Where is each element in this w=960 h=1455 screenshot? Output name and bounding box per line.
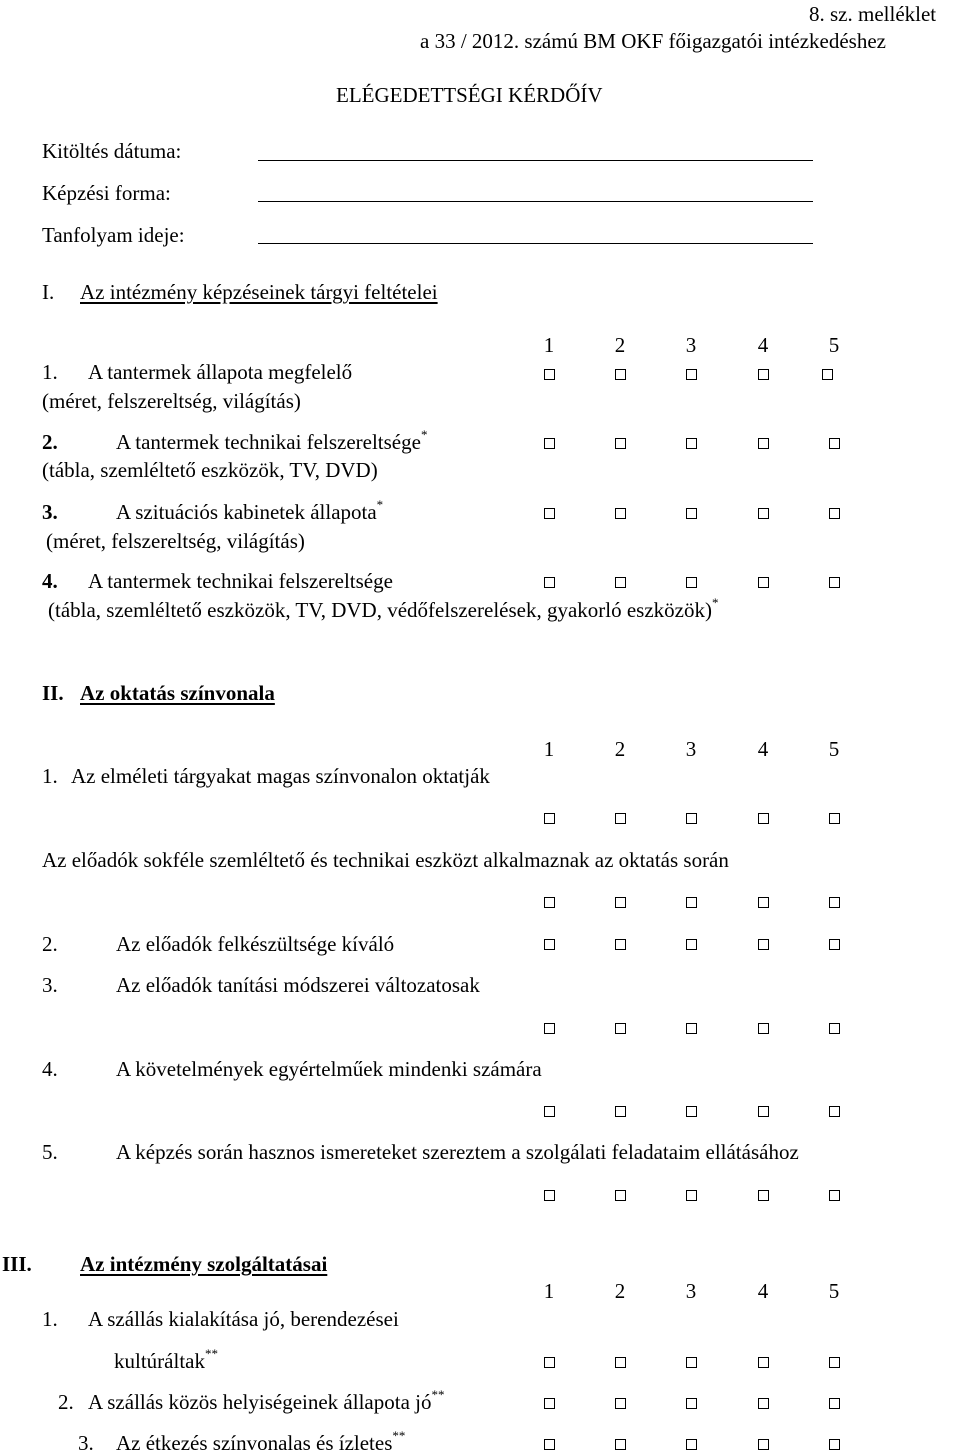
- s3-q1-rating-4[interactable]: [758, 1357, 769, 1368]
- s1-q4-rating-1[interactable]: [544, 577, 555, 588]
- s1-q3-rating-2[interactable]: [615, 508, 626, 519]
- s2-item4-text: A követelmények egyértelműek mindenki számára: [116, 1057, 542, 1081]
- scale-4: 4: [757, 333, 769, 357]
- s3-item1-num: 1.: [42, 1307, 58, 1331]
- s1-q2-rating-1[interactable]: [544, 438, 555, 449]
- s3-item3-mark: **: [392, 1428, 406, 1443]
- s2-item5-text: A képzés során hasznos ismereteket szereztem a szolgálati feladataim ellátásához: [116, 1140, 799, 1164]
- s1-item2-mark: *: [420, 427, 428, 442]
- s1-q1-rating-2[interactable]: [615, 369, 626, 380]
- section3-number: III.: [2, 1252, 32, 1276]
- s3-item2-text: A szállás közös helyiségeinek állapota jó: [88, 1390, 432, 1414]
- s3-item2-text-wrap: [88, 1387, 445, 1414]
- s1-item3-text: A szituációs kabinetek állapota: [116, 500, 377, 524]
- s2-q3-rating-1[interactable]: [544, 1023, 555, 1034]
- s3-item1-text: A szállás kialakítása jó, berendezései: [88, 1307, 399, 1331]
- s2-q2-rating-5[interactable]: [829, 939, 840, 950]
- s1-q3-rating-4[interactable]: [758, 508, 769, 519]
- annex-label: 8. sz. melléklet: [809, 2, 937, 26]
- s3-q3-rating-4[interactable]: [758, 1439, 769, 1450]
- s2-scale-2: 2: [614, 737, 626, 761]
- field-line-date[interactable]: [258, 160, 813, 161]
- s3-q2-rating-3[interactable]: [686, 1398, 697, 1409]
- s3-item3-num: 3.: [78, 1431, 94, 1455]
- s1-q4-rating-4[interactable]: [758, 577, 769, 588]
- s3-q2-rating-4[interactable]: [758, 1398, 769, 1409]
- s2-item5-num: 5.: [42, 1140, 58, 1164]
- s1-item2-text-wrap: [116, 427, 428, 454]
- s1-q1-rating-5[interactable]: [822, 369, 833, 380]
- s3-q1-rating-3[interactable]: [686, 1357, 697, 1368]
- s2-q1b-rating-3[interactable]: [686, 897, 697, 908]
- s2-q4-rating-5[interactable]: [829, 1106, 840, 1117]
- s2-q1b-rating-4[interactable]: [758, 897, 769, 908]
- s1-item4-num: 4.: [42, 569, 58, 593]
- s2-q1-rating-5[interactable]: [829, 813, 840, 824]
- s2-q4-rating-1[interactable]: [544, 1106, 555, 1117]
- s2-item1-num: 1.: [42, 764, 58, 788]
- s1-q3-rating-5[interactable]: [829, 508, 840, 519]
- s2-item3-text: Az előadók tanítási módszerei változatosak: [116, 973, 480, 997]
- s2-q2-rating-3[interactable]: [686, 939, 697, 950]
- section2-number: II.: [42, 681, 64, 705]
- scale-5: 5: [828, 333, 840, 357]
- s1-q1-rating-3[interactable]: [686, 369, 697, 380]
- s2-q1-rating-3[interactable]: [686, 813, 697, 824]
- s2-q2-rating-1[interactable]: [544, 939, 555, 950]
- s3-q1-rating-1[interactable]: [544, 1357, 555, 1368]
- s2-q2-rating-4[interactable]: [758, 939, 769, 950]
- s3-item1-text2: kultúráltak: [114, 1349, 205, 1373]
- s1-q4-rating-2[interactable]: [615, 577, 626, 588]
- s2-q4-rating-2[interactable]: [615, 1106, 626, 1117]
- s2-q1b-rating-2[interactable]: [615, 897, 626, 908]
- scale-2: 2: [614, 333, 626, 357]
- s2-q1-rating-4[interactable]: [758, 813, 769, 824]
- s2-q5-rating-5[interactable]: [829, 1190, 840, 1201]
- s2-q3-rating-2[interactable]: [615, 1023, 626, 1034]
- s1-item2-num: 2.: [42, 430, 58, 454]
- s3-q3-rating-1[interactable]: [544, 1439, 555, 1450]
- s1-q3-rating-1[interactable]: [544, 508, 555, 519]
- section3-title: Az intézmény szolgáltatásai: [80, 1252, 328, 1276]
- scale-3: 3: [685, 333, 697, 357]
- s3-item3-text-wrap: [116, 1428, 406, 1455]
- s3-q3-rating-5[interactable]: [829, 1439, 840, 1450]
- s3-q1-rating-2[interactable]: [615, 1357, 626, 1368]
- s3-q2-rating-2[interactable]: [615, 1398, 626, 1409]
- s2-item4-num: 4.: [42, 1057, 58, 1081]
- s3-item2-mark: **: [431, 1387, 445, 1402]
- s2-item1-text: Az elméleti tárgyakat magas színvonalon oktatják: [71, 764, 490, 788]
- s3-q3-rating-3[interactable]: [686, 1439, 697, 1450]
- section1-title: Az intézmény képzéseinek tárgyi feltételei: [80, 280, 438, 304]
- s1-q1-rating-1[interactable]: [544, 369, 555, 380]
- section2-title: Az oktatás színvonala: [80, 681, 275, 705]
- s1-item4-mark: *: [712, 595, 719, 610]
- s1-item4-text: A tantermek technikai felszereltsége: [88, 569, 393, 593]
- s2-q3-rating-5[interactable]: [829, 1023, 840, 1034]
- s1-item3-text-wrap: [116, 497, 384, 524]
- s1-q3-rating-3[interactable]: [686, 508, 697, 519]
- s2-q5-rating-3[interactable]: [686, 1190, 697, 1201]
- s1-q2-rating-4[interactable]: [758, 438, 769, 449]
- s1-item1-num: 1.: [42, 360, 58, 384]
- s3-scale-2: 2: [614, 1279, 626, 1303]
- s1-item1-sub: (méret, felszereltség, világítás): [42, 389, 301, 413]
- s2-q1-rating-1[interactable]: [544, 813, 555, 824]
- s3-scale-4: 4: [757, 1279, 769, 1303]
- field-line-form[interactable]: [258, 201, 813, 202]
- reference-label: a 33 / 2012. számú BM OKF főigazgatói intézkedéshez: [420, 29, 886, 53]
- s1-item4-sub: (tábla, szemléltető eszközök, TV, DVD, védőfelszerelések, gyakorló eszközök): [48, 598, 712, 622]
- s2-scale-3: 3: [685, 737, 697, 761]
- s2-q2-rating-2[interactable]: [615, 939, 626, 950]
- s1-q2-rating-2[interactable]: [615, 438, 626, 449]
- s2-item2-num: 2.: [42, 932, 58, 956]
- s2-q1b-rating-5[interactable]: [829, 897, 840, 908]
- s1-q4-rating-5[interactable]: [829, 577, 840, 588]
- s2-q4-rating-4[interactable]: [758, 1106, 769, 1117]
- s3-scale-5: 5: [828, 1279, 840, 1303]
- field-label-form: Képzési forma:: [42, 181, 171, 205]
- s2-q1b-rating-1[interactable]: [544, 897, 555, 908]
- s3-scale-3: 3: [685, 1279, 697, 1303]
- s2-q1-rating-2[interactable]: [615, 813, 626, 824]
- s1-item2-sub: (tábla, szemléltető eszközök, TV, DVD): [42, 458, 378, 482]
- s3-q2-rating-5[interactable]: [829, 1398, 840, 1409]
- s3-q1-rating-5[interactable]: [829, 1357, 840, 1368]
- scale-1: 1: [543, 333, 555, 357]
- s1-q2-rating-3[interactable]: [686, 438, 697, 449]
- s3-item1-text2-wrap: [114, 1346, 218, 1373]
- field-label-period: Tanfolyam ideje:: [42, 223, 185, 247]
- field-line-period[interactable]: [258, 243, 813, 244]
- s2-scale-4: 4: [757, 737, 769, 761]
- s2-item1b-text: Az előadók sokféle szemléltető és technikai eszközt alkalmaznak az oktatás során: [42, 848, 729, 872]
- s2-item2-text: Az előadók felkészültsége kíváló: [116, 932, 395, 956]
- s2-q5-rating-4[interactable]: [758, 1190, 769, 1201]
- s2-q5-rating-1[interactable]: [544, 1190, 555, 1201]
- s2-scale-5: 5: [828, 737, 840, 761]
- s1-q4-rating-3[interactable]: [686, 577, 697, 588]
- s3-q2-rating-1[interactable]: [544, 1398, 555, 1409]
- s1-item3-num: 3.: [42, 500, 58, 524]
- s3-item3-text: Az étkezés színvonalas és ízletes: [116, 1431, 393, 1455]
- s3-scale-1: 1: [543, 1279, 555, 1303]
- s2-q5-rating-2[interactable]: [615, 1190, 626, 1201]
- page-title: ELÉGEDETTSÉGI KÉRDŐÍV: [336, 83, 603, 107]
- s1-item3-mark: *: [376, 497, 384, 512]
- s1-q1-rating-4[interactable]: [758, 369, 769, 380]
- s2-item3-num: 3.: [42, 973, 58, 997]
- s2-scale-1: 1: [543, 737, 555, 761]
- s3-q3-rating-2[interactable]: [615, 1439, 626, 1450]
- section1-number: I.: [42, 280, 55, 304]
- s2-q3-rating-3[interactable]: [686, 1023, 697, 1034]
- s1-q2-rating-5[interactable]: [829, 438, 840, 449]
- s3-item2-num: 2.: [58, 1390, 74, 1414]
- s1-item4-sub-wrap: [48, 595, 719, 622]
- s2-q4-rating-3[interactable]: [686, 1106, 697, 1117]
- s2-q3-rating-4[interactable]: [758, 1023, 769, 1034]
- field-label-date: Kitöltés dátuma:: [42, 139, 182, 163]
- s1-item2-text: A tantermek technikai felszereltsége: [116, 430, 421, 454]
- s1-item3-sub: (méret, felszereltség, világítás): [46, 529, 305, 553]
- s1-item1-text: A tantermek állapota megfelelő: [88, 360, 353, 384]
- s3-item1-mark: **: [204, 1346, 218, 1361]
